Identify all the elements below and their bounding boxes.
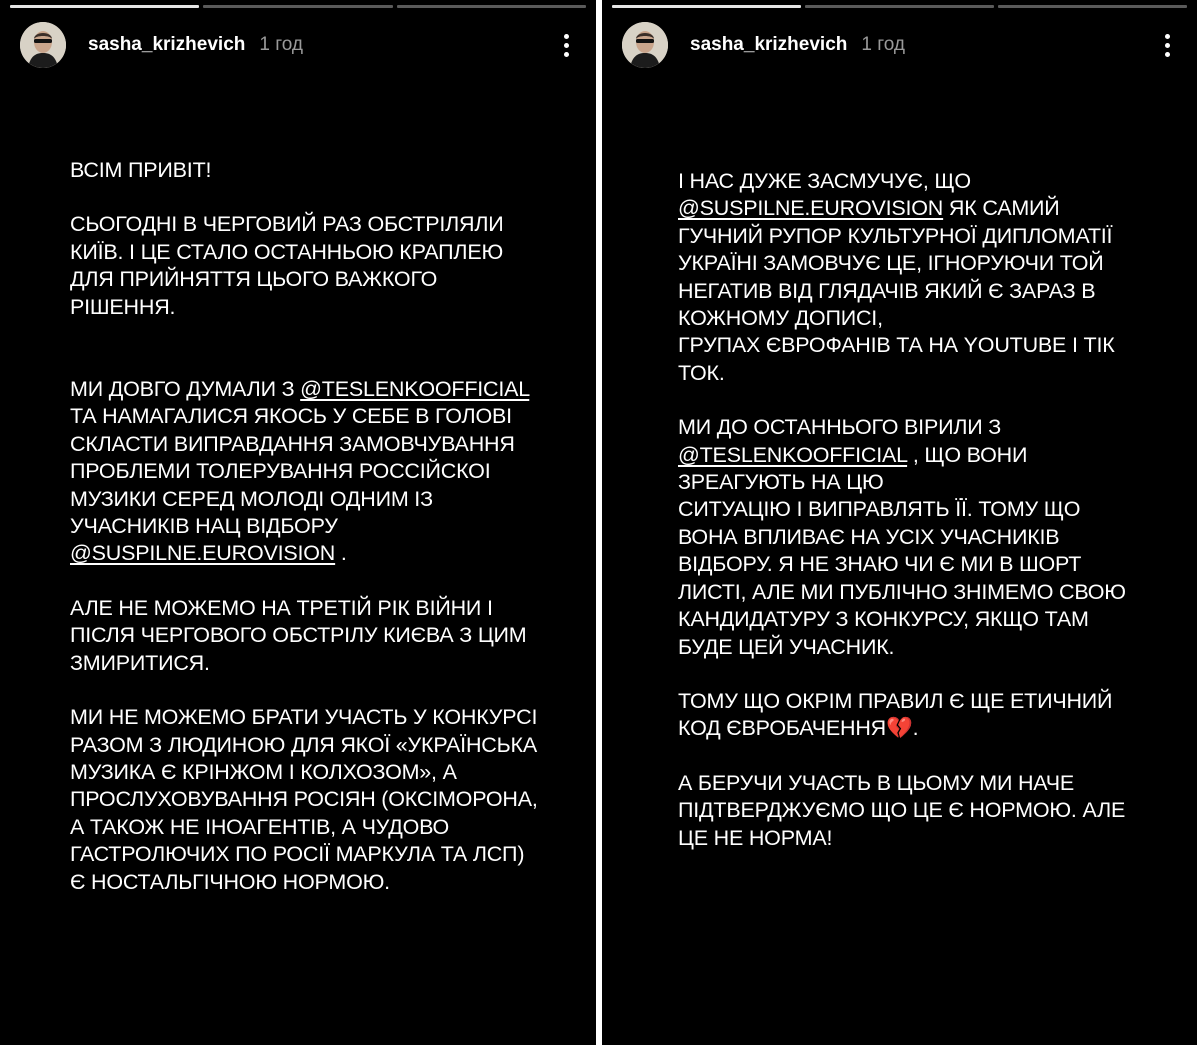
username[interactable]: sasha_krizhevich [88, 34, 246, 55]
paragraph-text: ТА НАМАГАЛИСЯ ЯКОСЬ У СЕБЕ В ГОЛОВІ СКЛАСТИ ВИПРАВДАННЯ ЗАМОВЧУВАННЯ ПРОБЛЕМИ ТОЛЕРУВАННЯ РОССІЙСКОІ МУЗИКИ СЕРЕД МОЛОДІ ОДНИМ ІЗ УЧАСНИКІВ НАЦ ВІДБОРУ [70, 404, 515, 539]
paragraph: АЛЕ НЕ МОЖЕМО НА ТРЕТІЙ РІК ВІЙНИ І ПІСЛЯ ЧЕРГОВОГО ОБСТРІЛУ КИЄВА З ЦИМ ЗМИРИТИСЯ. [70, 595, 527, 675]
progress-segment [998, 5, 1187, 8]
story-header [20, 22, 576, 68]
mention-link[interactable]: @SUSPILNE.EUROVISION [70, 541, 336, 566]
paragraph [70, 376, 540, 568]
more-vertical-icon[interactable] [1157, 30, 1177, 60]
progress-segment [805, 5, 994, 8]
dot [1165, 52, 1170, 57]
more-vertical-icon[interactable] [556, 30, 576, 60]
paragraph-text: . [335, 541, 347, 566]
avatar[interactable] [20, 22, 66, 68]
paragraph [678, 168, 1133, 332]
progress-segment [10, 5, 199, 8]
username[interactable]: sasha_krizhevich [690, 34, 848, 55]
paragraph: МИ НЕ МОЖЕМО БРАТИ УЧАСТЬ У КОНКУРСІ РАЗОМ З ЛЮДИНОЮ ДЛЯ ЯКОЇ «УКРАЇНСЬКА МУЗИКА Є КРІНЖОМ І КОЛХОЗОМ», А ПРОСЛУХОВУВАННЯ РОСІЯН (ОКСІМОРОНА, А ТАКОЖ НЕ ІНОАГЕНТІВ, А ЧУДОВО ГАСТРОЛЮЧИХ ПО РОСІЇ МАРКУЛА ТА ЛСП) Є НОСТАЛЬГІЧНОЮ НОРМОЮ. [70, 705, 538, 894]
mention-link[interactable]: @TESLENKOOFFICIAL [300, 377, 530, 402]
paragraph: СИТУАЦІЮ І ВИПРАВЛЯТЬ ЇЇ. ТОМУ ЩО ВОНА ВПЛИВАЄ НА УСІХ УЧАСНИКІВ ВІДБОРУ. Я НЕ ЗНАЮ ЧИ Є МИ В ШОРТ ЛИСТІ, АЛЕ МИ ПУБЛІЧНО ЗНІМЕМО СВОЮ КАНДИДАТУРУ З КОНКУРСУ, ЯКЩО ТАМ БУДЕ ЦЕЙ УЧАСНИК. [678, 497, 1126, 659]
story-progress-bar [10, 5, 586, 8]
mention-link[interactable]: @TESLENKOOFFICIAL [678, 442, 908, 467]
paragraph-text: , ЩО ВОНИ ЗРЕАГУЮТЬ НА ЦЮ [678, 442, 1028, 495]
post-time: 1 год [259, 34, 303, 55]
paragraph-text: І НАС ДУЖЕ ЗАСМУЧУЄ, ЩО [678, 169, 971, 193]
paragraph: СЬОГОДНІ В ЧЕРГОВИЙ РАЗ ОБСТРІЛЯЛИ КИЇВ. І ЦЕ СТАЛО ОСТАННЬОЮ КРАПЛЕЮ ДЛЯ ПРИЙНЯТТЯ ЦЬОГО ВАЖКОГО РІШЕННЯ. [70, 212, 504, 319]
story-progress-bar [612, 5, 1187, 8]
story-text-left [70, 157, 540, 923]
paragraph-text: ЯК САМИЙ ГУЧНИЙ РУПОР КУЛЬТУРНОЇ ДИПЛОМАТІЇ УКРАЇНІ ЗАМОВЧУЄ ЦЕ, ІГНОРУЮЧИ ТОЙ НЕГАТИВ ВІД ГЛЯДАЧІВ ЯКИЙ Є ЗАРАЗ В КОЖНОМУ ДОПИСІ, [678, 196, 1113, 331]
paragraph: ГРУПАХ ЄВРОФАНІВ ТА НА YOUTUBE І ТІК ТОК. [678, 333, 1115, 385]
progress-segment [397, 5, 586, 8]
paragraph-text: МИ ДО ОСТАННЬОГО ВІРИЛИ З [678, 415, 1002, 440]
avatar[interactable] [622, 22, 668, 68]
dot [564, 34, 569, 39]
paragraph: ТОМУ ЩО ОКРІМ ПРАВИЛ Є ЩЕ ЕТИЧНИЙ КОД ЄВРОБАЧЕННЯ💔. [678, 688, 1113, 741]
story-header [622, 22, 1177, 68]
post-time: 1 год [861, 34, 905, 55]
dot [1165, 34, 1170, 39]
paragraph: А БЕРУЧИ УЧАСТЬ В ЦЬОМУ МИ НАЧЕ ПІДТВЕРДЖУЄМО ЩО ЦЕ Є НОРМОЮ. АЛЕ ЦЕ НЕ НОРМА! [678, 770, 1126, 850]
paragraph [678, 414, 1133, 496]
avatar-image [20, 22, 66, 68]
dot [564, 43, 569, 48]
dot [564, 52, 569, 57]
paragraph-text: МИ ДОВГО ДУМАЛИ З [70, 377, 301, 402]
dot [1165, 43, 1170, 48]
progress-segment [612, 5, 801, 8]
avatar-image [622, 22, 668, 68]
progress-segment [203, 5, 392, 8]
paragraph: ВСІМ ПРИВІТ! [70, 158, 212, 182]
mention-link[interactable]: @SUSPILNE.EUROVISION [678, 196, 944, 221]
story-text-right [678, 168, 1133, 879]
